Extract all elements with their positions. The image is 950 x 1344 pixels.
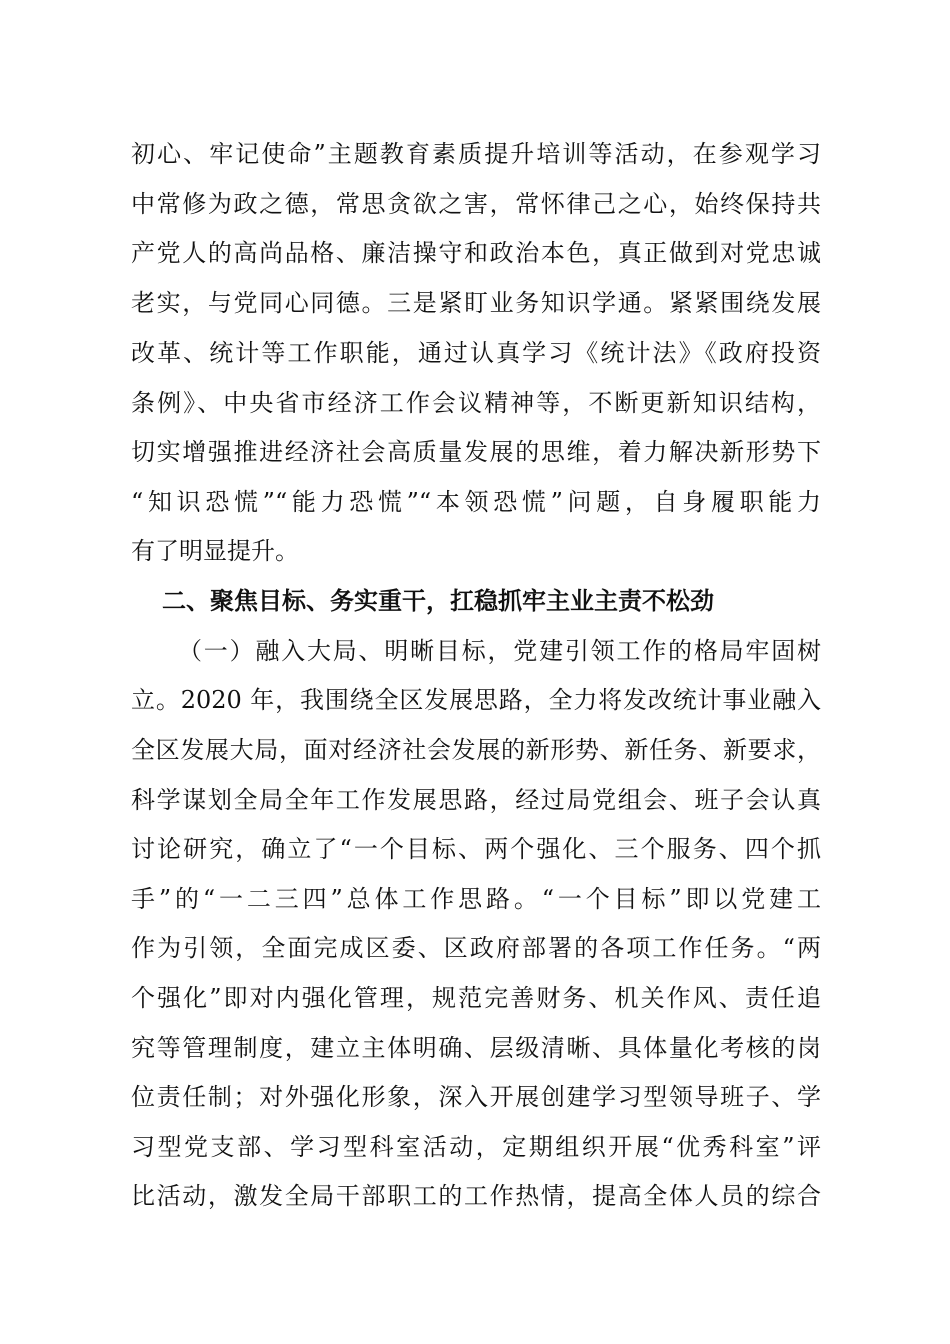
body-text-line: 位责任制；对外强化形象，深入开展创建学习型领导班子、学	[131, 1083, 821, 1111]
body-text-line: 改革、统计等工作职能，通过认真学习《统计法》《政府投资	[131, 339, 821, 367]
body-text-line: 全区发展大局，面对经济社会发展的新形势、新任务、新要求，	[131, 736, 821, 764]
body-text-line: 产党人的高尚品格、廉洁操守和政治本色，真正做到对党忠诚	[131, 239, 821, 267]
body-text-line: “知识恐慌”“能力恐慌”“本领恐慌”问题，自身履职能力	[131, 488, 821, 516]
body-text-line: 究等管理制度，建立主体明确、层级清晰、具体量化考核的岗	[131, 1034, 821, 1062]
subsection-heading-line: （一）融入大局、明晰目标，党建引领工作的格局牢固树	[178, 637, 821, 665]
body-text-line: 初心、牢记使命”主题教育素质提升培训等活动，在参观学习	[131, 140, 821, 168]
body-text-line: 讨论研究，确立了“一个目标、两个强化、三个服务、四个抓	[131, 835, 821, 863]
body-text-line: 作为引领，全面完成区委、区政府部署的各项工作任务。“两	[131, 934, 821, 962]
body-text-line: 中常修为政之德，常思贪欲之害，常怀律己之心，始终保持共	[131, 190, 821, 218]
body-text-line: 条例》、中央省市经济工作会议精神等，不断更新知识结构，	[131, 389, 821, 417]
body-text-line: 老实，与党同心同德。三是紧盯业务知识学通。紧紧围绕发展	[131, 289, 821, 317]
body-text-line: 科学谋划全局全年工作发展思路，经过局党组会、班子会认真	[131, 786, 821, 814]
body-text-line: 有了明显提升。	[131, 537, 299, 565]
section-heading: 二、聚焦目标、务实重干，扛稳抓牢主业主责不松劲	[162, 587, 714, 615]
body-text-line: 比活动，激发全局干部职工的工作热情，提高全体人员的综合	[131, 1182, 821, 1210]
body-text-line: 手”的“一二三四”总体工作思路。“一个目标”即以党建工	[131, 885, 821, 913]
body-text-line: 习型党支部、学习型科室活动，定期组织开展“优秀科室”评	[131, 1133, 821, 1161]
body-text-line: 立。2020 年，我围绕全区发展思路，全力将发改统计事业融入	[131, 686, 821, 714]
body-text-line: 个强化”即对内强化管理，规范完善财务、机关作风、责任追	[131, 984, 821, 1012]
body-text-line: 切实增强推进经济社会高质量发展的思维，着力解决新形势下	[131, 438, 821, 466]
